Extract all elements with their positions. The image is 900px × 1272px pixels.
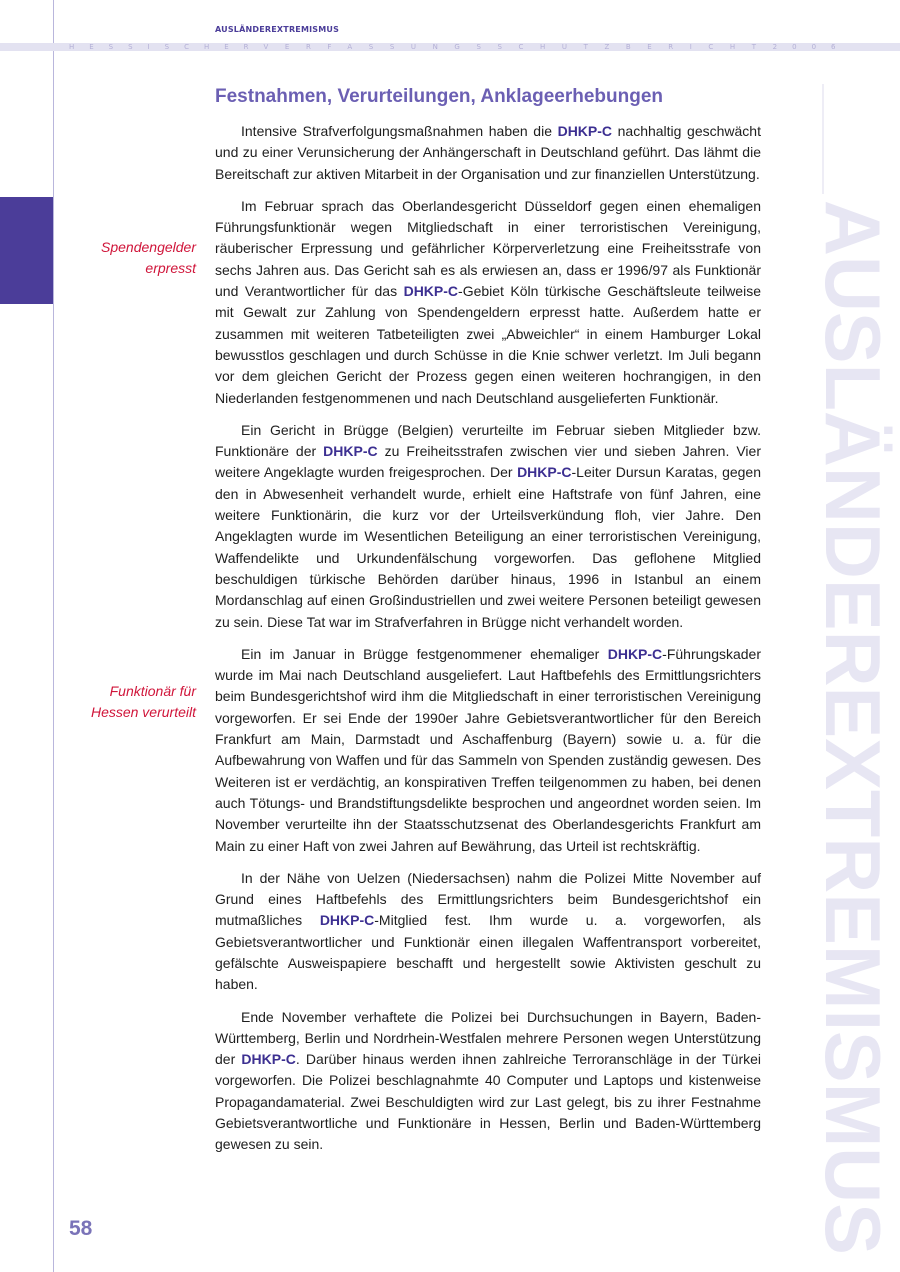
text-run: -Führungskader wurde im Mai nach Deutschland ausgeliefert. Laut Haftbefehls des Ermittlungsrichters beim Bundesgerichtshof wird ihm die Mitgliedschaft in einer terroristischen Vereinigung vorgeworfen. Er sei Ende der 1990er Jahre Gebietsverantwortlicher für den Bereich Frankfurt am Main, Darmstadt und Aschaffenburg (Bayern) sowie u. a. für die Aufbewahrung von Waffen und für das Sammeln von Spenden zuständig gewesen. Des Weiteren ist er verdächtig, an konspirativen Treffen teilgenommen zu haben, bei denen auch Tötungs- und Brandstiftungsdelikte besprochen und angeordnet worden seien. Im November verurteilte ihn der Staatsschutzsenat des Oberlandesgerichts Frankfurt am Main zu einer Haft von zwei Jahren auf Bewährung, das Urteil ist rechtskräftig. [215, 645, 761, 854]
text-run: Ein Gericht in Brügge (Belgien) verurteilte im Februar sieben Mitglieder bzw. Funktionäre der [215, 421, 761, 460]
margin-note-line: Hessen verurteilt [90, 704, 196, 720]
text-run: -Gebiet Köln türkische Geschäftsleute teilweise mit Gewalt zur Zahlung von Spendengeldern erpresst hatte. Außerdem hatte er zusammen mit weiteren Tatbeteiligten zwei „Abweichler“ in einem Hamburger Lokal bewusstlos geschlagen und durch Schüsse in die Knie schwer verletzt. Im Juli begann vor dem gleichen Gericht der Prozess gegen einen weiteren hochrangigen, in den Niederlanden festgenommenen und nach Deutschland ausgelieferten Funktionär. [215, 283, 761, 406]
body-text [215, 121, 761, 1167]
margin-note-line: erpresst [145, 260, 196, 276]
margin-note-spendengelder [60, 237, 196, 279]
paragraph [215, 644, 761, 857]
vertical-chapter-title-text: AUSLÄNDEREXTREMISMUS [809, 200, 895, 1255]
margin-note-line: Spendengelder [101, 239, 196, 255]
section-label: AUSLÄNDEREXTREMISMUS [215, 25, 340, 34]
organization-name: DHKP-C [319, 912, 375, 929]
margin-note-funktionaer [60, 681, 196, 723]
page-number: 58 [69, 1217, 93, 1240]
text-run: Ende November verhaftete die Polizei bei Durchsuchungen in Bayern, Baden-Württemberg, Berlin und Nordrhein-Westfalen mehrere Personen wegen Unterstützung der [215, 1008, 761, 1068]
text-run: nachhaltig geschwächt und zu einer Verunsicherung der Anhängerschaft in Deutschland geführt. Das lähmt die Bereitschaft zur aktiven Mitarbeit in der Organisation und zur finanziellen Unterstützung. [215, 123, 761, 182]
organization-name: DHKP-C [241, 1051, 296, 1068]
text-run: Im Februar sprach das Oberlandesgericht Düsseldorf gegen einen ehemaligen Führungsfunktionär wegen Mitgliedschaft in einer terroristischen Vereinigung, räuberischer Erpressung und gefährlicher Körperverletzung eine Freiheitsstrafe von sechs Jahren aus. Das Gericht sah es als erwiesen an, dass er 1996/97 als Funktionär und Verantwortlicher für das [215, 197, 761, 300]
text-run: . Darüber hinaus werden ihnen zahlreiche Terroranschläge in der Türkei vorgeworfen. Die Polizei beschlagnahmte 40 Computer und Laptops und kistenweise Propagandamaterial. Zwei Beschuldigten wird zur Last gelegt, bis zu ihrer Festnahme Gebietsverantwortliche und Funktionäre in Hessen, Berlin und Baden-Württemberg gewesen zu sein. [215, 1051, 761, 1153]
margin-note-line: Funktionär für [109, 683, 196, 699]
section-color-tab [0, 197, 53, 304]
organization-name: DHKP-C [403, 283, 459, 300]
text-run: Intensive Strafverfolgungsmaßnahmen haben die [241, 123, 558, 139]
vertical-chapter-title [809, 200, 895, 1260]
running-header-letters: 2006 [772, 43, 851, 51]
running-header-letters: VERFASSUNGSSCHUTZBERICHT [263, 43, 773, 51]
paragraph [215, 868, 761, 996]
text-run: In der Nähe von Uelzen (Niedersachsen) nahm die Polizei Mitte November auf Grund eines Haftbefehls des Ermittlungsrichters beim Bundesgerichtshof ein mutmaßliches [215, 869, 761, 929]
side-rule [822, 84, 824, 194]
running-header-word-1 [69, 43, 264, 51]
running-header [69, 43, 851, 51]
text-run: Ein im Januar in Brügge festgenommener ehemaliger [241, 645, 608, 662]
running-header-word-3 [773, 43, 851, 51]
organization-name: DHKP-C [323, 443, 378, 460]
paragraph [215, 196, 761, 409]
paragraph [215, 1007, 761, 1156]
organization-name: DHKP-C [607, 645, 663, 662]
organization-name: DHKP-C [557, 123, 613, 139]
paragraph [215, 420, 761, 633]
running-header-word-2 [264, 43, 773, 51]
running-header-letters: HESSISCHER [69, 43, 264, 51]
left-margin-rule [53, 0, 54, 1272]
paragraph [215, 121, 761, 185]
text-run: -Leiter Dursun Karatas, gegen den in Abwesenheit verhandelt wurde, erhielt eine Haftstrafe von fünf Jahren, eine weitere Funktionärin, die kurz vor der Urteilsverkündung floh, vier Jahre. Den Angeklagten wurde im Wesentlichen Beteiligung an einer terroristischen Vereinigung, Waffendelikte und Urkundenfälschung vorgeworfen. Das geflohene Mitglied beschuldigen türkische Behörden darüber hinaus, 1996 in Istanbul an einem Mordanschlag auf einen Großindustriellen und zwei weitere Personen beteiligt gewesen zu sein. Diese Tat war im Strafverfahren in Brügge nicht verhandelt worden. [215, 464, 761, 630]
text-run: zu Freiheitsstrafen zwischen vier und sieben Jahren. Vier weitere Angeklagte wurden freigesprochen. Der [215, 443, 761, 481]
organization-name: DHKP-C [517, 464, 572, 481]
page-heading: Festnahmen, Verurteilungen, Anklageerhebungen [215, 86, 663, 107]
text-run: -Mitglied fest. Ihm wurde u. a. vorgeworfen, als Gebietsverantwortlicher und Funktionär einen illegalen Waffentransport vorbereitet, gefälschte Ausweispapiere beschafft und hergestellt sowie Aktivisten geschult zu haben. [215, 912, 761, 993]
